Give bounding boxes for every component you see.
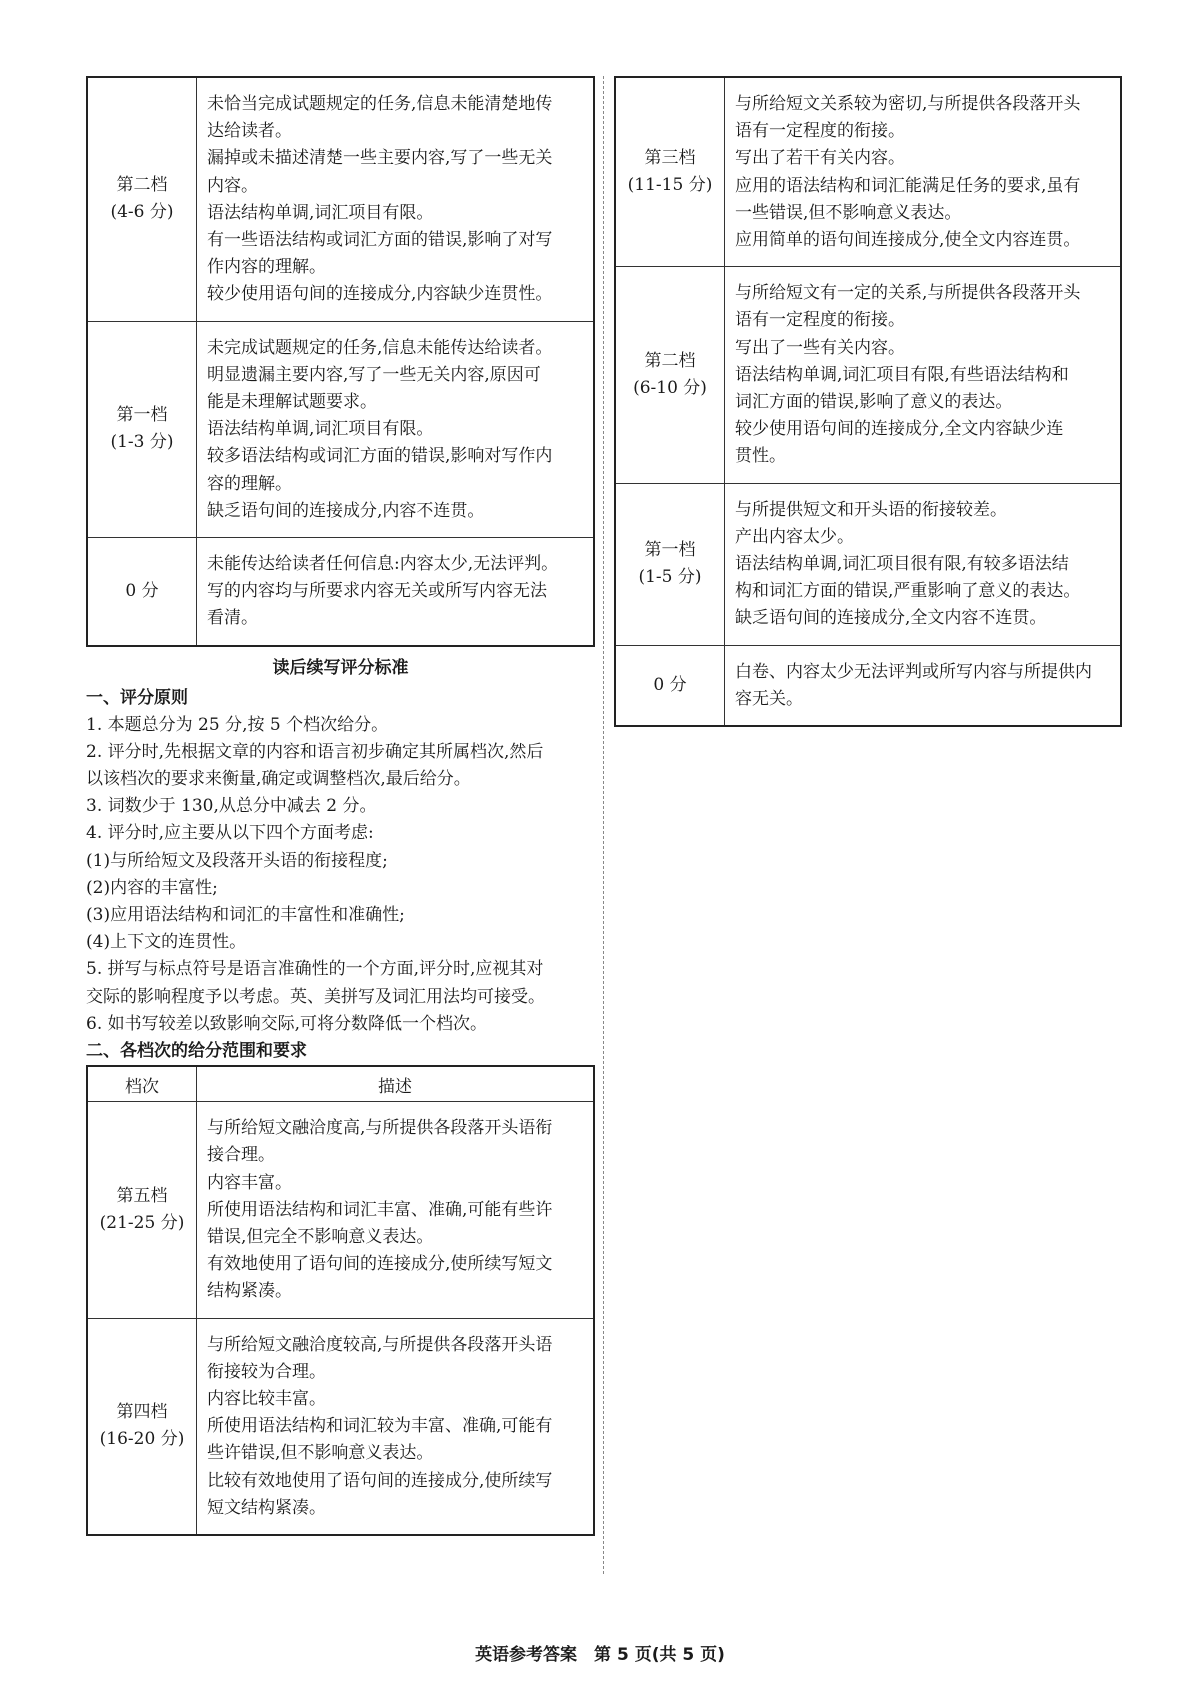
description-line: 达给读者。	[207, 121, 292, 142]
description-line: 语法结构单调,词汇项目有限。	[207, 202, 434, 223]
level-score: (1-5 分)	[638, 567, 702, 588]
description-line: 与所给短文关系较为密切,与所提供各段落开头	[735, 94, 1081, 114]
description-line: 与所给短文有一定的关系,与所提供各段落开头	[735, 283, 1081, 304]
description-line: 明显遗漏主要内容,写了一些无关内容,原因可	[207, 364, 541, 385]
level-score: (6-10 分)	[633, 377, 707, 398]
level-score: (1-3 分)	[110, 432, 174, 453]
description-line: 缺乏语句间的连接成分,全文内容不连贯。	[735, 608, 1047, 629]
header-description: 描述	[197, 1066, 595, 1102]
level-cell	[87, 321, 197, 537]
header-level: 档次	[87, 1066, 197, 1102]
description-line: 衔接较为合理。	[207, 1361, 326, 1382]
level-cell	[87, 77, 197, 321]
description-cell	[197, 1318, 595, 1535]
description-line: 比较有效地使用了语句间的连接成分,使所续写	[207, 1470, 553, 1491]
description-cell	[725, 645, 1122, 726]
description-line: 缺乏语句间的连接成分,内容不连贯。	[207, 500, 485, 521]
description-line: 所使用语法结构和词汇较为丰富、准确,可能有	[207, 1416, 553, 1437]
level-score: (11-15 分)	[627, 175, 713, 196]
description-line: 作内容的理解。	[207, 257, 326, 278]
description-line: 语法结构单调,词汇项目很有限,有较多语法结	[735, 554, 1069, 575]
level-score: (4-6 分)	[110, 202, 174, 223]
table-row	[87, 321, 594, 537]
principle-line: 5. 拼写与标点符号是语言准确性的一个方面,评分时,应视其对	[86, 959, 544, 980]
table-row	[87, 1102, 594, 1318]
principle-line: 4. 评分时,应主要从以下四个方面考虑:	[86, 823, 374, 844]
principle-line: 2. 评分时,先根据文章的内容和语言初步确定其所属档次,然后	[86, 741, 544, 762]
description-line: 所使用语法结构和词汇丰富、准确,可能有些许	[207, 1199, 553, 1220]
description-line: 产出内容太少。	[735, 526, 854, 547]
description-line: 写出了若干有关内容。	[735, 148, 905, 169]
table-row	[87, 538, 594, 646]
level-cell	[87, 1102, 197, 1318]
description-line: 应用的语法结构和词汇能满足任务的要求,虽有	[735, 175, 1081, 196]
table-row	[615, 267, 1121, 483]
principle-line: 1. 本题总分为 25 分,按 5 个档次给分。	[86, 714, 389, 735]
description-cell	[197, 321, 595, 537]
level-cell	[615, 483, 725, 645]
level-name: 0 分	[125, 580, 159, 601]
level-cell	[87, 538, 197, 646]
description-cell	[197, 538, 595, 646]
table-row	[87, 1318, 594, 1535]
description-line: 短文结构紧凑。	[207, 1497, 326, 1518]
level-score: (21-25 分)	[99, 1212, 185, 1233]
description-cell	[197, 77, 595, 321]
description-line: 与所给短文融洽度较高,与所提供各段落开头语	[207, 1334, 553, 1355]
principle-line: 6. 如书写较差以致影响交际,可将分数降低一个档次。	[86, 1013, 488, 1034]
principle-line: (2)内容的丰富性;	[86, 877, 218, 898]
description-line: 内容比较丰富。	[207, 1388, 326, 1409]
grades-table-right	[614, 76, 1122, 727]
level-name: 0 分	[653, 674, 687, 695]
level-score: (16-20 分)	[99, 1429, 185, 1450]
description-line: 未能传达给读者任何信息:内容太少,无法评判。	[207, 554, 559, 575]
description-line: 较少使用语句间的连接成分,全文内容缺少连	[735, 419, 1064, 440]
description-line: 与所提供短文和开头语的衔接较差。	[735, 499, 1007, 520]
level-name: 第三档	[644, 148, 696, 169]
level-cell	[615, 267, 725, 483]
grades-heading: 二、各档次的给分范围和要求	[86, 1041, 307, 1062]
description-line: 写的内容均与所要求内容无关或所写内容无法	[207, 581, 547, 602]
column-divider	[603, 76, 604, 1574]
left-column	[86, 76, 595, 1536]
table-row	[615, 483, 1121, 645]
right-column	[614, 76, 1122, 727]
table-row	[615, 645, 1121, 726]
description-line: 内容丰富。	[207, 1172, 292, 1193]
section-title: 读后续写评分标准	[272, 657, 409, 678]
description-line: 内容。	[207, 175, 258, 196]
description-line: 写出了一些有关内容。	[735, 337, 905, 358]
description-line: 有一些语法结构或词汇方面的错误,影响了对写	[207, 230, 553, 251]
description-line: 未完成试题规定的任务,信息未能传达给读者。	[207, 337, 553, 358]
principles-heading: 一、评分原则	[86, 687, 188, 708]
description-line: 白卷、内容太少无法评判或所写内容与所提供内	[735, 661, 1092, 682]
description-line: 容的理解。	[207, 473, 292, 494]
level-name: 第四档	[116, 1402, 168, 1423]
description-line: 一些错误,但不影响意义表达。	[735, 202, 962, 223]
description-cell	[725, 483, 1122, 645]
principle-line: (1)与所给短文及段落开头语的衔接程度;	[86, 850, 388, 871]
level-name: 第一档	[644, 540, 696, 561]
description-line: 词汇方面的错误,影响了意义的表达。	[735, 392, 1013, 413]
description-line: 能是未理解试题要求。	[207, 392, 377, 413]
description-line: 结构紧凑。	[207, 1281, 292, 1302]
description-line: 贯性。	[735, 446, 786, 467]
description-line: 看清。	[207, 608, 258, 629]
description-line: 与所给短文融洽度高,与所提供各段落开头语衔	[207, 1118, 553, 1139]
principle-line: (3)应用语法结构和词汇的丰富性和准确性;	[86, 905, 405, 926]
level-cell	[87, 1318, 197, 1535]
level-name: 第二档	[644, 350, 696, 371]
description-line: 些许错误,但不影响意义表达。	[207, 1443, 434, 1464]
level-cell	[615, 645, 725, 726]
description-line: 较多语法结构或词汇方面的错误,影响对写作内	[207, 446, 553, 467]
description-line: 语有一定程度的衔接。	[735, 121, 905, 142]
description-line: 语有一定程度的衔接。	[735, 310, 905, 331]
level-cell	[615, 77, 725, 267]
level-name: 第一档	[116, 405, 168, 426]
description-cell	[725, 267, 1122, 483]
principle-line: 以该档次的要求来衡量,确定或调整档次,最后给分。	[86, 769, 471, 790]
description-line: 语法结构单调,词汇项目有限,有些语法结构和	[735, 364, 1069, 385]
description-line: 漏掉或未描述清楚一些主要内容,写了一些无关	[207, 148, 553, 169]
description-cell	[725, 77, 1122, 267]
principle-line: 3. 词数少于 130,从总分中减去 2 分。	[86, 796, 377, 817]
description-line: 语法结构单调,词汇项目有限。	[207, 419, 434, 440]
grades-table-left	[86, 1065, 595, 1536]
table-row	[87, 77, 594, 321]
description-line: 应用简单的语句间连接成分,使全文内容连贯。	[735, 230, 1081, 251]
page-footer: 英语参考答案 第 5 页(共 5 页)	[475, 1645, 725, 1665]
level-name: 第二档	[116, 175, 168, 196]
description-line: 错误,但完全不影响意义表达。	[207, 1226, 434, 1247]
description-cell	[197, 1102, 595, 1318]
description-line: 接合理。	[207, 1145, 275, 1166]
description-line: 未恰当完成试题规定的任务,信息未能清楚地传	[207, 94, 553, 114]
principles-list	[86, 712, 595, 1038]
table-row	[615, 77, 1121, 267]
description-line: 较少使用语句间的连接成分,内容缺少连贯性。	[207, 284, 553, 305]
level-name: 第五档	[116, 1185, 168, 1206]
grades-table-header-row	[87, 1066, 594, 1102]
description-line: 构和词汇方面的错误,严重影响了意义的表达。	[735, 581, 1081, 602]
principle-line: (4)上下文的连贯性。	[86, 932, 247, 953]
description-line: 容无关。	[735, 688, 803, 709]
description-line: 有效地使用了语句间的连接成分,使所续写短文	[207, 1254, 553, 1275]
principle-line: 交际的影响程度予以考虑。英、美拼写及词汇用法均可接受。	[86, 986, 545, 1007]
writing-criteria-table-continued	[86, 76, 595, 647]
